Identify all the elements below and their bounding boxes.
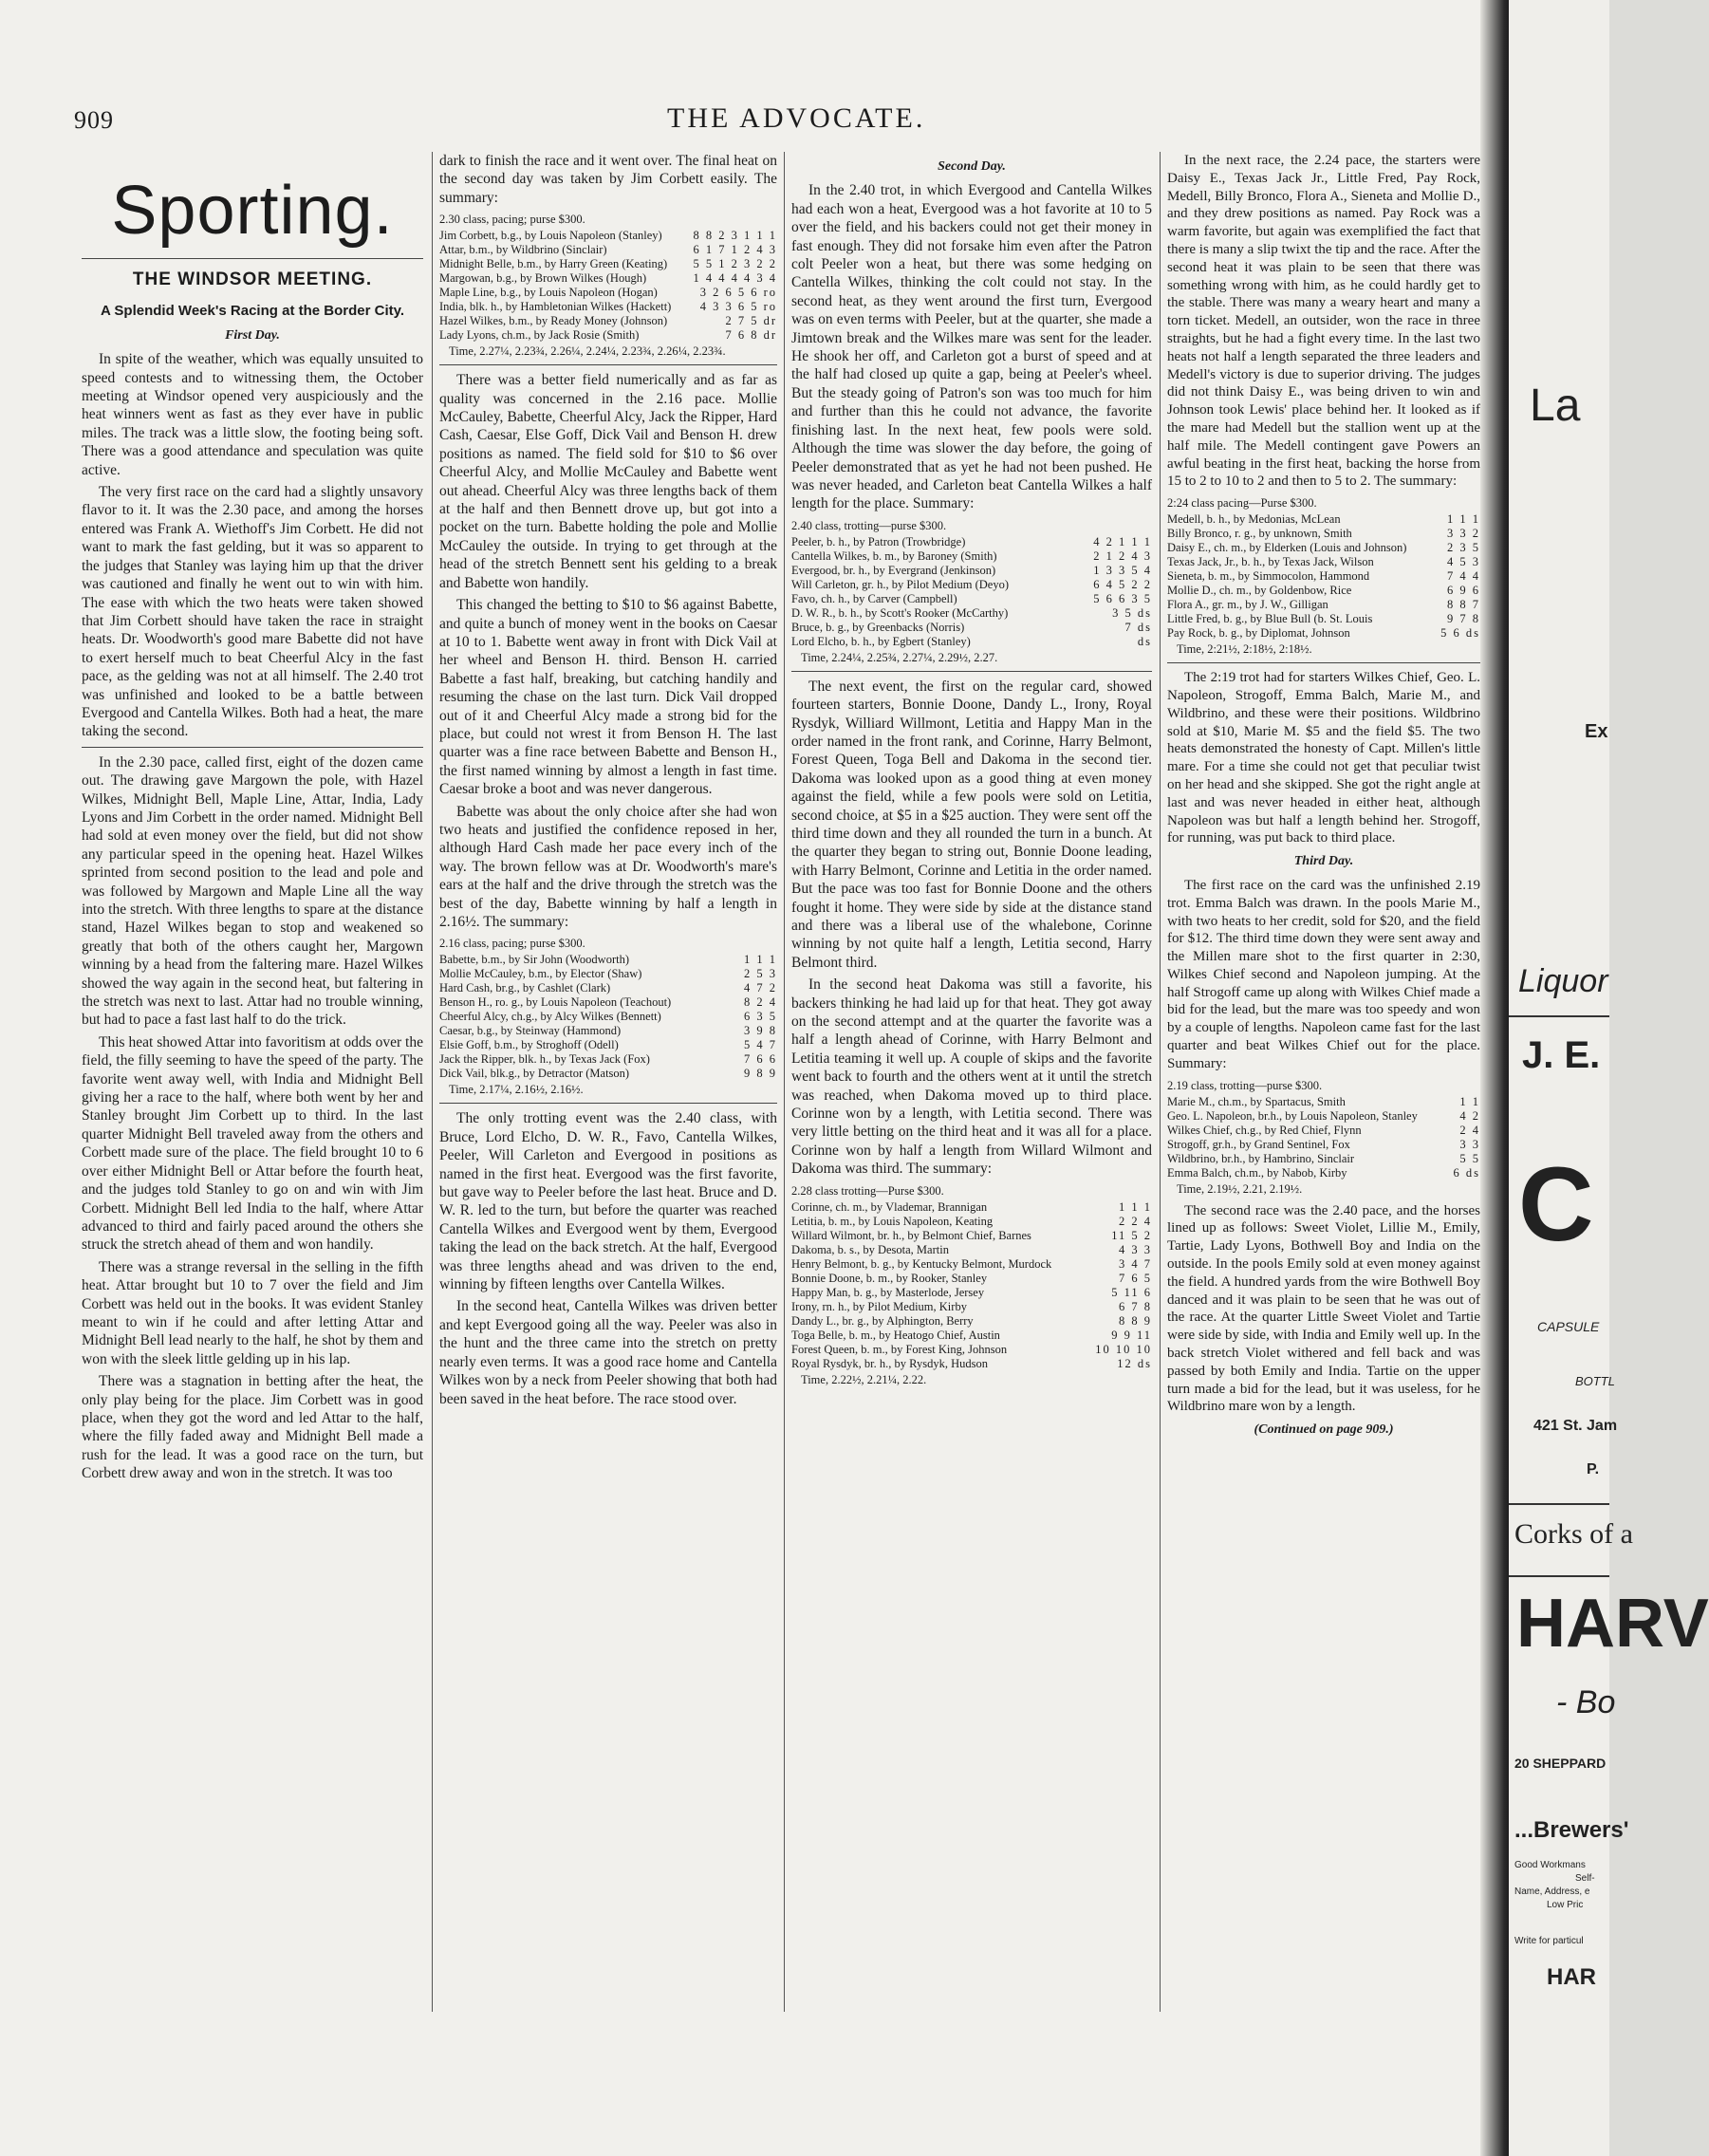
summary-caption: 2.28 class trotting—Purse $300. xyxy=(791,1183,944,1198)
column-3 xyxy=(791,152,1152,2012)
summary-rows xyxy=(791,1200,1152,1371)
ad-fragment: Corks of a xyxy=(1514,1518,1633,1550)
ad-fragment: La xyxy=(1530,381,1581,431)
heat-results: 3 3 2 xyxy=(1447,527,1480,541)
horse-entry: Mollie D., ch. m., by Goldenbow, Rice xyxy=(1167,584,1352,598)
summary-row xyxy=(791,1272,1152,1286)
horse-entry: Emma Balch, ch.m., by Nabob, Kirby xyxy=(1167,1165,1347,1180)
heat-results: 6 7 8 xyxy=(1119,1299,1152,1313)
horse-entry: Letitia, b. m., by Louis Napoleon, Keating xyxy=(791,1214,994,1228)
heat-results: 6 3 5 xyxy=(744,1010,777,1024)
horse-entry: Lady Lyons, ch.m., by Jack Rosie (Smith) xyxy=(439,328,640,343)
horse-entry: India, blk. h., by Hambletonian Wilkes (Hackett) xyxy=(439,300,672,314)
horse-entry: Maple Line, b.g., by Louis Napoleon (Hogan) xyxy=(439,286,658,300)
summary-row xyxy=(791,1300,1152,1314)
heat-results: 9 7 8 xyxy=(1447,612,1480,626)
heat-results: 2 1 2 4 3 xyxy=(1093,548,1152,563)
heat-results: 4 3 3 6 5 ro xyxy=(699,300,777,314)
race-summary xyxy=(791,1184,1152,1387)
paragraph: There was a stagnation in betting after the heat, the only play being for the place. Jim Corbett was in good place, when they got the word and led Attar to the half, where the filly faded away and Midnight Bell made a rush for the lead. It was a good race on the turn, but Corbett drew away and won in the stretch. It was too xyxy=(82,1373,423,1482)
horse-entry: Billy Bronco, r. g., by unknown, Smith xyxy=(1167,527,1352,541)
ad-fragment: Liquor xyxy=(1518,963,1608,999)
horse-entry: Attar, b.m., by Wildbrino (Sinclair) xyxy=(439,243,607,257)
summary-row xyxy=(791,1357,1152,1371)
heat-results: 2 2 4 xyxy=(1119,1214,1152,1228)
column-2 xyxy=(439,152,777,2012)
heat-results: 11 5 2 xyxy=(1111,1228,1152,1242)
summary-row xyxy=(439,981,777,995)
summary-row xyxy=(791,1243,1152,1257)
horse-entry: Medell, b. h., by Medonias, McLean xyxy=(1167,512,1341,527)
heat-results: 12 ds xyxy=(1117,1356,1152,1370)
horse-entry: Pay Rock, b. g., by Diplomat, Johnson xyxy=(1167,626,1350,641)
summary-row xyxy=(1167,1109,1480,1124)
horse-entry: Sieneta, b. m., by Simmocolon, Hammond xyxy=(1167,569,1370,584)
paragraph: In the 2.40 trot, in which Evergood and Cantella Wilkes had each won a heat, Evergood was a hot favorite at 10 to 5 over the field, and his backers could not get their money in fast enough. They did not forsake him even after the Patron colt Peeler won a heat, but there was some hedging on Cantella Wilkes, thinking the colt could not stay. In the second heat, as they went around the first turn, Evergood was on even terms with Peeler, but at the quarter, she made a Jimtown break and the Wilkes mare was sent for the leader. He shook her off, and Carleton got a burst of speed and at the half had closed up quite a gap, being at Peeler's wheel. But the steady going of Patron's son was too much for him and further than this he could not advance, the favorite finishing last. In the next heat, few pools were sold. Although the time was slower the day before, the going of Peeler demonstrated that as yet he had not been pushed. He was never headed, and Carleton beat Cantella Wilkes a half length for the place. Summary: xyxy=(791,182,1152,512)
heat-results: 5 6 ds xyxy=(1440,626,1480,641)
paragraph: There was a strange reversal in the selling in the fifth heat. Attar brought but 10 to 7 over the field and Jim Corbett was held out in the books. It was evident Stanley meant to win if he could and after letting Attar and Midnight Bell lead nearly to the half, he shot by them and won with the sleek little gelding up in his lap. xyxy=(82,1258,423,1367)
divider xyxy=(82,747,423,748)
divider xyxy=(791,671,1152,672)
summary-row xyxy=(791,564,1152,578)
horse-entry: Henry Belmont, b. g., by Kentucky Belmont, Murdock xyxy=(791,1256,1052,1271)
race-summary xyxy=(439,213,777,359)
summary-row xyxy=(1167,512,1480,527)
ad-fragment: 20 SHEPPARD xyxy=(1514,1756,1607,1771)
summary-row xyxy=(791,578,1152,592)
horse-entry: Evergood, br. h., by Evergrand (Jenkinson) xyxy=(791,563,996,577)
heat-results: 1 1 xyxy=(1459,1094,1480,1108)
heat-results: 2 7 5 dr xyxy=(725,314,777,328)
horse-entry: Wilkes Chief, ch.g., by Red Chief, Flynn xyxy=(1167,1123,1362,1137)
horse-entry: Toga Belle, b. m., by Heatogo Chief, Austin xyxy=(791,1328,1000,1342)
heat-results: 9 8 9 xyxy=(744,1067,777,1081)
horse-entry: Mollie McCauley, b.m., by Elector (Shaw) xyxy=(439,967,642,981)
heat-results: 7 ds xyxy=(1124,620,1152,634)
summary-time: Time, 2.24¼, 2.25¾, 2.27¼, 2.29½, 2.27. xyxy=(801,650,998,664)
page-number: 909 xyxy=(74,106,114,134)
ad-fragment: ...Brewers' xyxy=(1514,1817,1629,1843)
heat-results: 10 10 10 xyxy=(1095,1342,1152,1356)
summary-row xyxy=(439,1024,777,1038)
divider xyxy=(82,258,423,259)
heat-results: 5 6 6 3 5 xyxy=(1093,591,1152,605)
divider xyxy=(439,364,777,365)
race-summary xyxy=(439,937,777,1097)
summary-rows xyxy=(1167,1095,1480,1180)
heat-results: 5 11 6 xyxy=(1111,1285,1152,1299)
horse-entry: Happy Man, b. g., by Masterlode, Jersey xyxy=(791,1285,985,1299)
heat-results: 8 8 9 xyxy=(1119,1313,1152,1328)
ad-fragment: Good Workmans xyxy=(1514,1860,1586,1870)
heat-results: 7 6 8 dr xyxy=(725,328,777,343)
summary-row xyxy=(1167,1095,1480,1109)
summary-row xyxy=(439,243,777,257)
summary-row xyxy=(439,314,777,328)
horse-entry: Cantella Wilkes, b. m., by Baroney (Smith) xyxy=(791,548,997,563)
summary-row xyxy=(439,286,777,300)
ad-fragment: Write for particul xyxy=(1514,1936,1584,1946)
summary-row xyxy=(1167,1166,1480,1180)
ad-fragment: Ex xyxy=(1585,721,1608,742)
summary-time: Time, 2.22½, 2.21¼, 2.22. xyxy=(801,1372,927,1386)
heat-results: 6 ds xyxy=(1453,1165,1480,1180)
ad-rule xyxy=(1509,1575,1609,1577)
horse-entry: Geo. L. Napoleon, br.h., by Louis Napoleon, Stanley xyxy=(1167,1108,1418,1123)
summary-row xyxy=(439,1038,777,1052)
heat-results: 7 6 5 xyxy=(1119,1271,1152,1285)
article-headline: THE WINDSOR MEETING. xyxy=(132,270,373,289)
summary-time: Time, 2.19½, 2.21, 2.19½. xyxy=(1177,1181,1303,1196)
race-summary xyxy=(1167,496,1480,657)
heat-results: 6 9 6 xyxy=(1447,584,1480,598)
ad-fragment: Name, Address, e xyxy=(1514,1886,1590,1897)
horse-entry: Willard Wilmont, br. h., by Belmont Chief, Barnes xyxy=(791,1228,1031,1242)
horse-entry: Favo, ch. h., by Carver (Campbell) xyxy=(791,591,957,605)
summary-row xyxy=(439,1052,777,1067)
divider xyxy=(1167,662,1480,663)
horse-entry: Lord Elcho, b. h., by Egbert (Stanley) xyxy=(791,634,971,648)
heat-results: 6 1 7 1 2 4 3 xyxy=(693,243,777,257)
summary-row xyxy=(791,1343,1152,1357)
summary-rows xyxy=(1167,512,1480,641)
paragraph: In the second heat, Cantella Wilkes was driven better and kept Evergood going all the way. Peeler was also in the hunt and the three came into the stretch on pretty nearly even terms. It was a good race home and Cantella Wilkes won by a neck from Peeler showing that both had been saved in the heat before. The race stood over. xyxy=(439,1298,777,1407)
horse-entry: Marie M., ch.m., by Spartacus, Smith xyxy=(1167,1094,1346,1108)
heat-results: 1 1 1 xyxy=(1119,1199,1152,1214)
summary-row xyxy=(791,1286,1152,1300)
horse-entry: Hard Cash, br.g., by Cashlet (Clark) xyxy=(439,981,611,995)
heat-results: 8 8 2 3 1 1 1 xyxy=(693,229,777,243)
ad-rule xyxy=(1509,1503,1609,1505)
summary-row xyxy=(1167,1138,1480,1152)
horse-entry: Hazel Wilkes, b.m., by Ready Money (Johnson) xyxy=(439,314,668,328)
heat-results: 5 5 xyxy=(1459,1151,1480,1165)
heat-results: 1 3 3 5 4 xyxy=(1093,563,1152,577)
horse-entry: Dick Vail, blk.g., by Detractor (Matson) xyxy=(439,1067,630,1081)
ad-fragment: Self- xyxy=(1575,1873,1595,1884)
heat-results: 7 6 6 xyxy=(744,1052,777,1067)
heat-results: 8 8 7 xyxy=(1447,598,1480,612)
summary-row xyxy=(439,1010,777,1024)
horse-entry: Babette, b.m., by Sir John (Woodworth) xyxy=(439,953,630,967)
summary-row xyxy=(439,300,777,314)
summary-row xyxy=(791,1200,1152,1215)
heat-results: 4 2 1 1 1 xyxy=(1093,534,1152,548)
summary-row xyxy=(791,1329,1152,1343)
summary-rows xyxy=(791,535,1152,649)
heat-results: 1 1 1 xyxy=(744,953,777,967)
ad-fragment: Low Pric xyxy=(1547,1900,1584,1910)
ad-fragment: P. xyxy=(1587,1461,1600,1478)
summary-row xyxy=(791,1314,1152,1329)
horse-entry: Wildbrino, br.h., by Hambrino, Sinclair xyxy=(1167,1151,1355,1165)
summary-time: Time, 2.17¼, 2.16½, 2.16½. xyxy=(449,1083,584,1097)
heat-results: 9 9 11 xyxy=(1111,1328,1152,1342)
summary-row xyxy=(791,606,1152,621)
heat-results: ds xyxy=(1137,634,1152,648)
summary-row xyxy=(1167,584,1480,598)
horse-entry: Peeler, b. h., by Patron (Trowbridge) xyxy=(791,534,966,548)
heat-results: 3 4 7 xyxy=(1119,1256,1152,1271)
heat-results: 3 9 8 xyxy=(744,1024,777,1038)
summary-caption: 2:24 class pacing—Purse $300. xyxy=(1167,496,1317,511)
heat-results: 3 5 ds xyxy=(1112,605,1152,620)
horse-entry: Midnight Belle, b.m., by Harry Green (Keating) xyxy=(439,257,668,271)
summary-time: Time, 2.27¼, 2.23¾, 2.26¼, 2.24¼, 2.23¾, 2.26¼, 2.23¾. xyxy=(449,344,726,359)
horse-entry: Dandy L., br. g., by Alphington, Berry xyxy=(791,1313,974,1328)
ad-fragment: - Bo xyxy=(1556,1684,1616,1720)
summary-row xyxy=(1167,555,1480,569)
heat-results: 5 4 7 xyxy=(744,1038,777,1052)
column-4 xyxy=(1167,152,1480,2012)
paragraph: dark to finish the race and it went over. The final heat on the second day was taken by Jim Corbett easily. The summary: xyxy=(439,153,777,206)
ad-fragment: HAR xyxy=(1547,1964,1596,1990)
summary-row xyxy=(1167,626,1480,641)
horse-entry: Benson H., ro. g., by Louis Napoleon (Teachout) xyxy=(439,995,672,1010)
summary-row xyxy=(439,967,777,981)
horse-entry: Jack the Ripper, blk. h., by Texas Jack (Fox) xyxy=(439,1052,650,1067)
paragraph: The very first race on the card had a slightly unsavory flavor to it. It was the 2.30 pace, and among the horses entered was Frank A. Wiethoff's Jim Corbett. He did not want to mark the fast gelding, but it was so apparent to the judges that Stanley was laying him up that the driver was cautioned and finally he went out to win with him. The ease with which the two heats were taken showed that Jim Corbett should have taken the race in straight heats. Dr. Woodworth's good mare Babette did not have to exert herself much to beat Cheerful Alcy in the fast pace, as the gelding was not at all himself. The 2.40 trot was unfinished and looked to be a battle between Evergood and Cantella Wilkes. Both had a heat, the mare taking the second. xyxy=(82,484,423,740)
summary-row xyxy=(1167,612,1480,626)
horse-entry: Bruce, b. g., by Greenbacks (Norris) xyxy=(791,620,965,634)
heat-results: 2 4 xyxy=(1459,1123,1480,1137)
summary-row xyxy=(791,592,1152,606)
paragraph: This heat showed Attar into favoritism at odds over the field, the filly seeming to have the speed of the party. The favorite went away well, with India and Midnight Bell giving her a race to the half, where both went by her and Stanley brought Jim Corbett up to third. In the last quarter Midnight Bell traveled away from the others and Corbett made sure of the place. The field brought 10 to 6 over either Midnight Bell or Attar before the fourth heat, and the judges told Stanley to go on and win with Jim Corbett. Midnight Bell led India to the half, where Attar advanced to third and fairly paced around the others she struck the stretch ahead of them and won handily. xyxy=(82,1033,423,1254)
heat-results: 7 4 4 xyxy=(1447,569,1480,584)
page-header xyxy=(74,102,1516,140)
paragraph: In spite of the weather, which was equally unsuited to speed contests and to witnessing them, the October meeting at Windsor opened very auspiciously and the heat winners went as fast as they ever have in public miles. The track was a little slow, the footing being soft. There was a good attendance and speculation was quite active. xyxy=(82,351,423,478)
horse-entry: Corinne, ch. m., by Vlademar, Brannigan xyxy=(791,1199,988,1214)
paragraph: The next event, the first on the regular card, showed fourteen starters, Bonnie Doone, Dandy L., Irony, Royal Rysdyk, Williard Willmont, Letitia and Happy Man in the order named in the front rank, and Corinne, Harry Belmont, Forest Queen, Toga Bell and Dakoma in the second tier. Dakoma was looked upon as a good thing at even money against the field, while a few pools were sold on Letitia, second choice, at $5 in a $25 auction. They were sent off the third time down and they all rounded the turn in a bunch. At the quarter they began to string out, Bonnie Doone leading, with Harry Belmont, Corinne and Letitia in the order named. But the pace was too fast for Bonnie Doone and the others fought it home. They were side by side at the distance stand and there was a liberal use of the whalebone, Corinne winning by not quite half a length, Letitia second, Harry Belmont third. xyxy=(791,678,1152,971)
summary-row xyxy=(439,229,777,243)
article-subhead: A Splendid Week's Racing at the Border City. xyxy=(100,303,405,320)
summary-row xyxy=(791,1215,1152,1229)
adjacent-page-edge xyxy=(1509,0,1709,2156)
paragraph: The second race was the 2.40 pace, and the horses lined up as follows: Sweet Violet, Lillie M., Emily, Tartie, Lady Lyons, Bothwell Boy and India on the outside. In the pools Emily sold at even money against the field. A hundred yards from the wire Bothwell Boy danced and it was plain to be seen that he was out of the race. At the quarter Little Sweet Violet and Tartie were side by side, with India and Emily well up. In the back stretch Violet withered and fell back and was passed by both Emily and India. Tartie on the upper turn made a bid for the lead, but it was useless, for he Wildbrino mare won by a length. xyxy=(1167,1202,1480,1415)
heat-results: 3 3 xyxy=(1459,1137,1480,1151)
horse-entry: Royal Rysdyk, br. h., by Rysdyk, Hudson xyxy=(791,1356,989,1370)
summary-row xyxy=(1167,598,1480,612)
ad-fragment: BOTTL xyxy=(1575,1374,1615,1388)
ad-rule xyxy=(1509,1015,1609,1017)
horse-entry: Will Carleton, gr. h., by Pilot Medium (Deyo) xyxy=(791,577,1009,591)
summary-row xyxy=(1167,569,1480,584)
divider xyxy=(439,1103,777,1104)
section-title: Sporting. xyxy=(111,173,394,249)
horse-entry: Irony, rn. h., by Pilot Medium, Kirby xyxy=(791,1299,967,1313)
summary-row xyxy=(791,549,1152,564)
summary-row xyxy=(1167,1124,1480,1138)
paragraph: In the next race, the 2.24 pace, the starters were Daisy E., Texas Jack Jr., Little Fred, Pay Rock, Medell, Billy Bronco, Flora A., Sieneta and Mollie D., and they drew positions as named. Pay Rock was a warm favorite, but again was exemplified the fact that there is many a slip twixt the tip and the race. After the second heat it was plain to be seen that there was something wrong with him, as he could hardly get to the stable. There was many a weary heart and many a torn ticket. Medell, an outsider, won the race in three straights, but he had a fight every time. In the last two heats not half a length separated the three leaders and Medell's victory is due to superior driving. The judges did not think Daisy E., was being driven to win and Johnson took Lewis' place behind her. It looked as if the mare had Medell but the stallion went up at the half mile. The Medell contingent gave Powers an awful beating in the first heat, backing the horse from 15 to 2 to 10 to 2 and then to 5 to 2. The summary: xyxy=(1167,153,1480,490)
paragraph: The only trotting event was the 2.40 class, with Bruce, Lord Elcho, D. W. R., Favo, Cantella Wilkes, Peeler, Will Carleton and Evergood in positions as named in the first heat. Evergood was the first favorite, but gave way to Peeler before the last heat. Bruce and D. W. R. led to the turn, but before the quarter was reached Cantella Wilkes and Evergood went by them, Evergood taking the lead on the back stretch. At the half, Evergood was three lengths ahead and was driven to the end, winning by fifteen lengths over Cantella Wilkes. xyxy=(439,1110,777,1293)
heat-results: 6 4 5 2 2 xyxy=(1093,577,1152,591)
paragraph: There was a better field numerically and as far as quality was concerned in the 2.16 pace. Mollie McCauley, Babette, Cheerful Alcy, Jack the Ripper, Hard Cash, Caesar, Else Goff, Dick Vail and Benson H. drew positions as named. The field sold for $10 to $6 over Cheerful Alcy, and Mollie McCauley and Babette went out ahead. Cheerful Alcy was three lengths back of them at the half and then Bennett drove up, but got into a pocket on the turn. Babette holding the pole and Mollie McCauley the outside. In trying to get through at the head of the stretch Bennett sent his gelding to a break and Babette won handily. xyxy=(439,372,777,591)
paragraph: The first race on the card was the unfinished 2.19 trot. Emma Balch was drawn. In the pools Marie M., with two heats to her credit, sold for $20, and the field for $12. The third time down they were sent away and the Millen mare shot to the first quarter in 2:30, Wilkes Chief second and Napoleon jumping. At the half Strogoff came up along with Wilkes Chief made a bid for the lead, but the mare was too speedy and won by a couple of lengths. Napoleon came fast for the last quarter and beat Wilkes Chief out for the place. Summary: xyxy=(1167,877,1480,1071)
ad-fragment: 421 St. Jam xyxy=(1533,1418,1618,1434)
paragraph: This changed the betting to $10 to $6 against Babette, and quite a bunch of money went in the books on Caesar at 10 to 1. Babette went away in front with Dick Vail at her wheel and Benson H. third. Benson H. carried Babette a fast half, breaking, but catching handily and resuming the chase on the last turn. Dick Vail dropped out of it and Cheerful Alcy made a strong bid for the place, but could not wrest it from Benson H. The last quarter was a fine race between Babette and Benson H., the first named winning by almost a length in fast time. Caesar broke a boot and was never dangerous. xyxy=(439,597,777,798)
column-rule xyxy=(1160,152,1161,2012)
summary-rows xyxy=(439,229,777,343)
summary-time: Time, 2:21½, 2:18½, 2:18½. xyxy=(1177,642,1312,657)
ad-fragment: C xyxy=(1518,1146,1594,1263)
summary-row xyxy=(791,621,1152,635)
race-summary xyxy=(791,519,1152,665)
horse-entry: D. W. R., b. h., by Scott's Rooker (McCarthy) xyxy=(791,605,1009,620)
paragraph: Babette was about the only choice after she had won two heats and justified the confidence reposed in her, although Hard Cash made her pace every inch of the way. The brown fellow was at Dr. Woodworth's mare's ears at the half and the drive through the stretch was the best of the day, Babette winning by half a length in 2.16½. The summary: xyxy=(439,803,777,930)
heat-results: 4 2 xyxy=(1459,1108,1480,1123)
ad-fragment: CAPSULE xyxy=(1537,1319,1600,1334)
day-heading: Second Day. xyxy=(938,159,1006,174)
day-heading: Third Day. xyxy=(1293,854,1354,869)
horse-entry: Forest Queen, b. m., by Forest King, Johnson xyxy=(791,1342,1008,1356)
horse-entry: Margowan, b.g., by Brown Wilkes (Hough) xyxy=(439,271,647,286)
summary-row xyxy=(1167,527,1480,541)
heat-results: 1 4 4 4 4 3 4 xyxy=(693,271,777,286)
summary-caption: 2.16 class, pacing; purse $300. xyxy=(439,937,585,951)
summary-row xyxy=(791,635,1152,649)
heat-results: 4 7 2 xyxy=(744,981,777,995)
summary-caption: 2.30 class, pacing; purse $300. xyxy=(439,213,585,227)
horse-entry: Strogoff, gr.h., by Grand Sentinel, Fox xyxy=(1167,1137,1350,1151)
paragraph: In the 2.30 pace, called first, eight of the dozen came out. The drawing gave Margown the pole, with Hazel Wilkes, Midnight Bell, Maple Line, Attar, India, Lady Lyons and Jim Corbett in the order named. Midnight Bell had sold at even money over the field, but did not show any particular speed in the opening heat. Hazel Wilkes sprinted from second position to the lead and pole and was followed by Margown and Maple Line all the way into the stretch. With three lengths to spare at the distance stand, Hazel Wilkes began to stop and weakened so greatly that both of the others caught her, Margown winning by a head from the faltering mare. Hazel Wilkes showed the way again in the second heat, but faltering in the stretch was next to last. Attar had no trouble winning, but had to pace a fast last half to do the trick. xyxy=(82,753,423,1029)
horse-entry: Daisy E., ch. m., by Elderken (Louis and Johnson) xyxy=(1167,541,1407,555)
horse-entry: Elsie Goff, b.m., by Stroghoff (Odell) xyxy=(439,1038,619,1052)
ad-fragment: HARV xyxy=(1516,1586,1709,1662)
horse-entry: Cheerful Alcy, ch.g., by Alcy Wilkes (Bennett) xyxy=(439,1010,661,1024)
summary-row xyxy=(439,257,777,271)
summary-row xyxy=(791,1229,1152,1243)
column-1 xyxy=(82,152,423,2012)
heat-results: 1 1 1 xyxy=(1447,512,1480,527)
horse-entry: Texas Jack, Jr., b. h., by Texas Jack, Wilson xyxy=(1167,555,1374,569)
horse-entry: Jim Corbett, b.g., by Louis Napoleon (Stanley) xyxy=(439,229,662,243)
heat-results: 4 3 3 xyxy=(1119,1242,1152,1256)
summary-row xyxy=(439,953,777,967)
heat-results: 3 2 6 5 6 ro xyxy=(699,286,777,300)
horse-entry: Bonnie Doone, b. m., by Rooker, Stanley xyxy=(791,1271,988,1285)
paragraph: The 2:19 trot had for starters Wilkes Chief, Geo. L. Napoleon, Strogoff, Emma Balch, Marie M., and Wildbrino, and these were their positions. Wildbrino sold at $10, Marie M. $5 and the field $5. The two heats demonstrated the honesty of Capt. Millen's little mare. For a time she could not get that peculiar twist on her head and she skipped. She got the right angle at last and was never headed in either heat, although Napoleon was but half a length behind her. Strogoff, for running, was put back to third place. xyxy=(1167,670,1480,846)
race-summary xyxy=(1167,1079,1480,1197)
summary-row xyxy=(1167,1152,1480,1166)
summary-caption: 2.40 class, trotting—purse $300. xyxy=(791,518,947,532)
heat-results: 5 5 1 2 3 2 2 xyxy=(693,257,777,271)
horse-entry: Flora A., gr. m., by J. W., Gilligan xyxy=(1167,598,1328,612)
column-rule xyxy=(432,152,433,2012)
heat-results: 8 2 4 xyxy=(744,995,777,1010)
heat-results: 4 5 3 xyxy=(1447,555,1480,569)
ad-fragment: J. E. xyxy=(1522,1034,1601,1076)
summary-row xyxy=(439,1067,777,1081)
heat-results: 2 5 3 xyxy=(744,967,777,981)
summary-row xyxy=(791,1257,1152,1272)
horse-entry: Little Fred, b. g., by Blue Bull (b. St. Louis xyxy=(1167,612,1373,626)
horse-entry: Dakoma, b. s., by Desota, Martin xyxy=(791,1242,949,1256)
horse-entry: Caesar, b.g., by Steinway (Hammond) xyxy=(439,1024,622,1038)
summary-row xyxy=(439,271,777,286)
summary-caption: 2.19 class, trotting—purse $300. xyxy=(1167,1078,1323,1092)
day-heading: First Day. xyxy=(225,327,280,343)
summary-rows xyxy=(439,953,777,1081)
paragraph: In the second heat Dakoma was still a favorite, his backers thinking he had laid up for that heat. They got away on the second attempt and at the quarter the favorite was a half a length ahead of Corinne, with Harry Belmont and Letitia teaming it well up. A couple of skips and the favorite went back to fourth and the others went at it until the stretch was reached, when Dakoma moved up to third place. Corinne won by a length, with Letitia second. There was very little betting on the third heat and it was all for a place. Corinne won by half a length from Willard Wilmont and Dakoma was third. The summary: xyxy=(791,976,1152,1178)
summary-row xyxy=(439,328,777,343)
summary-row xyxy=(439,995,777,1010)
masthead: THE ADVOCATE. xyxy=(667,102,926,134)
summary-row xyxy=(791,535,1152,549)
continued-note: (Continued on page 909.) xyxy=(1254,1422,1394,1438)
summary-row xyxy=(1167,541,1480,555)
column-rule xyxy=(784,152,785,2012)
heat-results: 2 3 5 xyxy=(1447,541,1480,555)
